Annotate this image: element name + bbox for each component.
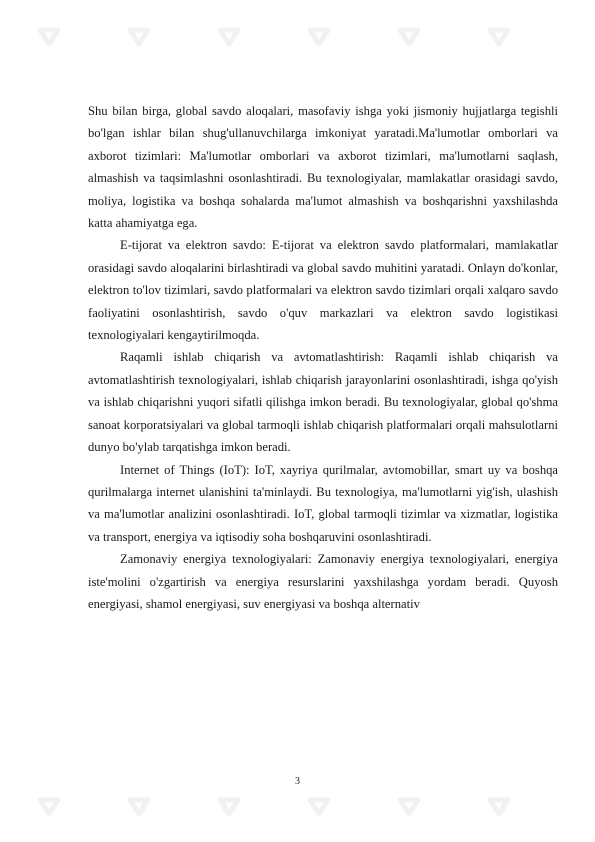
document-body <box>88 100 558 615</box>
paragraph: Shu bilan birga, global savdo aloqalari, masofaviy ishga yoki jismoniy hujjatlarga tegishli bo'lgan ishlar bilan shug'ullanuvchilarga imkoniyat yaratadi.Ma'lumotlar omborlari va axborot tizimlari: Ma'lumotlar omborlari va axborot tizimlari, ma'lumotlarni saqlash, almashish va taqsimlashni osonlashtiradi. Bu texnologiyalar, mamlakatlar orasidagi savdo, moliya, logistika va boshqa sohalarda ma'lumot almashish va boshqarishni yaxshilashda katta ahamiyatga ega. <box>88 104 558 231</box>
paragraph: E-tijorat va elektron savdo: E-tijorat va elektron savdo platformalari, mamlakatlar orasidagi savdo aloqalarini birlashtiradi va global savdo muhitini yaratadi. Onlayn do'konlar, elektron to'lov tizimlari, savdo platformalari va elektron savdo tizimlari orqali xalqaro savdo faoliyatini osonlashtirish, savdo o'quv markazlari va elektron savdo logistikasi texnologiyalari kengaytirilmoqda. <box>88 238 558 343</box>
paragraph: Raqamli ishlab chiqarish va avtomatlashtirish: Raqamli ishlab chiqarish va avtomatlashtirish texnologiyalari, ishlab chiqarish jarayonlarini osonlashtiradi, ishga qo'yish va ishlab chiqarishni yuqori sifatli qilishga imkon beradi. Bu texnologiyalar, global qo'shma sanoat korporatsiyalari va global tarmoqli ishlab chiqarish platformalari orqali mahsulotlarni dunyo bo'ylab tarqatishga imkon beradi. <box>88 350 558 455</box>
paragraph: Internet of Things (IoT): IoT, xayriya qurilmalar, avtomobillar, smart uy va boshqa qurilmalarga internet ulanishini ta'minlaydi. Bu texnologiya, ma'lumotlarni yig'ish, ulashish va ma'lumotlar analizini osonlashtiradi. IoT, global tarmoqli tizimlar va xizmatlar, logistika va transport, energiya va iqtisodiy soha boshqaruvini osonlashtiradi. <box>88 462 558 544</box>
paragraph: Zamonaviy energiya texnologiyalari: Zamonaviy energiya texnologiyalari, energiya iste'molini o'zgartirish va energiya resurslarini yaxshilashga yordam beradi. Quyosh energiyasi, shamol energiyasi, suv energiyasi va boshqa alternativ <box>88 552 558 611</box>
page-number: 3 <box>295 776 300 787</box>
